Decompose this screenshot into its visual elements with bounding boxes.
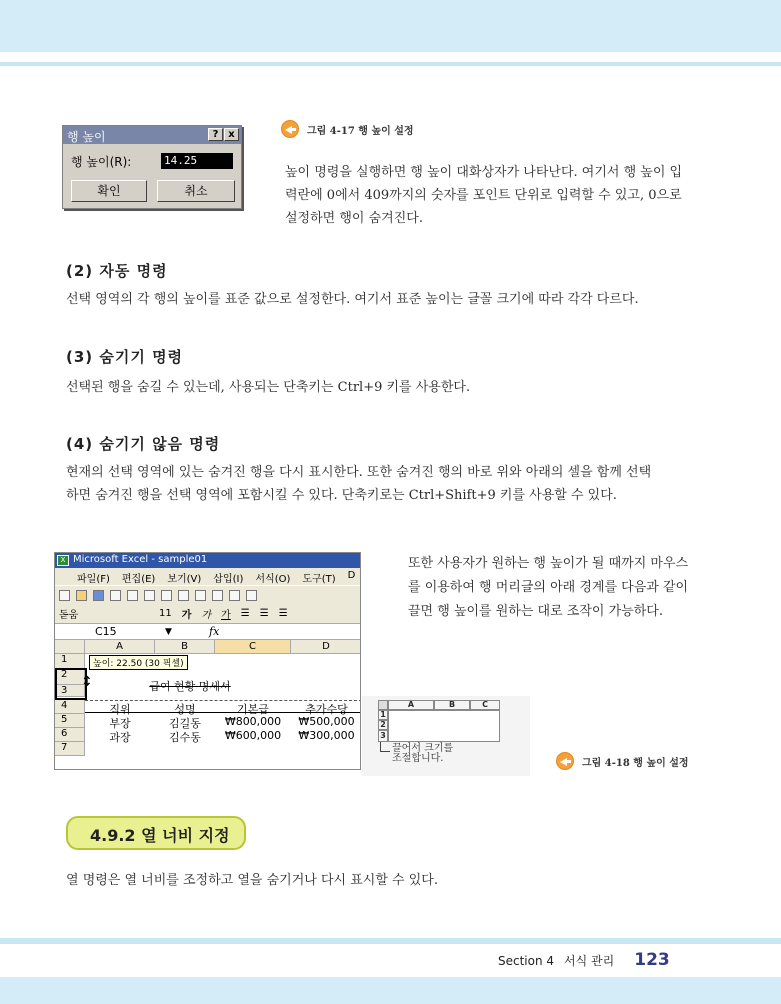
mini-note-line: 끌어서 크기를: [392, 743, 454, 754]
spell-icon[interactable]: [144, 590, 155, 601]
excel-grid: [55, 640, 360, 770]
paragraph-auto: 선택 영역의 각 행의 높이를 표준 값으로 설정한다. 여기서 표준 높이는 글꼴 크기에 따라 각각 다르다.: [66, 292, 639, 307]
cell-c4[interactable]: 기본급: [237, 703, 269, 716]
print-icon[interactable]: [110, 590, 121, 601]
cell-d5[interactable]: ₩500,000: [298, 715, 355, 728]
mini-note-line: 조절합니다.: [392, 753, 444, 764]
preview-icon[interactable]: [127, 590, 138, 601]
font-name-select[interactable]: 돋움: [59, 610, 79, 621]
row-height-label: 행 높이(R):: [71, 155, 132, 169]
excel-titlebar: [55, 553, 360, 568]
align-left-icon[interactable]: ☰: [240, 608, 250, 619]
paragraph-columns: 열 명령은 열 너비를 조정하고 열을 숨기거나 다시 표시할 수 있다.: [66, 873, 438, 888]
open-icon[interactable]: [76, 590, 87, 601]
page-number: 123: [634, 950, 670, 970]
corner-select[interactable]: [55, 640, 85, 654]
paragraph-row-height: [285, 161, 725, 230]
row-height-input[interactable]: 14.25: [161, 153, 233, 169]
format-painter-icon[interactable]: [212, 590, 223, 601]
heading-auto: (2) 자동 명령: [66, 262, 168, 280]
mini-row-3: 3: [378, 730, 388, 742]
underline-icon[interactable]: 가: [221, 610, 231, 621]
bottom-band-lower: [0, 977, 781, 1004]
new-icon[interactable]: [59, 590, 70, 601]
heading-unhide: (4) 숨기기 않음 명령: [66, 435, 221, 453]
footer-title: 서식 관리: [564, 954, 615, 968]
footer-section: Section 4: [498, 954, 555, 968]
cell-b5[interactable]: 김길동: [169, 717, 201, 730]
name-box[interactable]: C15: [95, 625, 117, 638]
align-right-icon[interactable]: ☰: [278, 608, 288, 619]
paragraph-drag: [408, 552, 738, 624]
cell-c6[interactable]: ₩600,000: [224, 729, 282, 742]
save-icon[interactable]: [93, 590, 104, 601]
text-line: 력란에 0에서 409까지의 숫자를 포인트 단위로 입력할 수 있고, 0으로: [285, 188, 682, 203]
section-heading: 4.9.2 열 너비 지정: [90, 826, 230, 845]
paste-icon[interactable]: [195, 590, 206, 601]
excel-format-bar: [55, 604, 360, 623]
undo-icon[interactable]: [229, 590, 240, 601]
resize-cursor-icon: ↕: [81, 674, 93, 690]
column-header-a[interactable]: A: [85, 640, 155, 654]
row-height-tooltip: 높이: 22.50 (30 픽셀): [89, 655, 188, 670]
cell-d4[interactable]: 추가수당: [305, 703, 348, 716]
cell-c5[interactable]: ₩800,000: [224, 715, 282, 728]
cell-a4[interactable]: 직위: [109, 703, 131, 716]
redo-icon[interactable]: [246, 590, 257, 601]
text-line: 하면 숨겨진 행을 선택 영역에 포함시킬 수 있다. 단축키로는 Ctrl+Shift+9 키를 사용할 수 있다.: [66, 488, 617, 503]
mini-note: [392, 744, 453, 764]
row-header-1[interactable]: 1: [55, 654, 85, 669]
paragraph-unhide: [66, 461, 756, 507]
page-footer: [498, 950, 670, 970]
row-header-6[interactable]: 6: [55, 728, 85, 742]
column-header-c[interactable]: C: [215, 640, 291, 654]
menu-file[interactable]: 파일(F): [77, 574, 110, 585]
font-size-select[interactable]: 11: [159, 608, 172, 619]
top-band: [0, 0, 781, 52]
menu-edit[interactable]: 편집(E): [121, 574, 156, 585]
menu-insert[interactable]: 삽입(I): [213, 574, 244, 585]
column-header-d[interactable]: D: [291, 640, 361, 654]
cell-a6[interactable]: 과장: [109, 731, 131, 744]
figure-caption-4-17: [281, 120, 414, 138]
cancel-button[interactable]: 취소: [157, 180, 235, 202]
figure-caption-text: 그림 4-17 행 높이 설정: [307, 125, 414, 137]
text-line: 설정하면 행이 숨겨진다.: [285, 211, 423, 226]
excel-title: Microsoft Excel - sample01: [73, 554, 208, 565]
fx-icon: fx: [209, 625, 220, 638]
paragraph-hide: 선택된 행을 숨길 수 있는데, 사용되는 단축키는 Ctrl+9 키를 사용한다.: [66, 380, 471, 395]
excel-screenshot: [54, 552, 361, 770]
mini-col-a: A: [388, 700, 434, 710]
figure-caption-4-18: [556, 752, 689, 770]
excel-menubar: [55, 568, 360, 585]
align-center-icon[interactable]: ☰: [259, 608, 269, 619]
mini-pointer-line: [380, 742, 390, 752]
cell-d6[interactable]: ₩300,000: [298, 729, 355, 742]
text-line: 또한 사용자가 원하는 행 높이가 될 때까지 마우스: [408, 556, 689, 571]
cell-a5[interactable]: 부장: [109, 717, 131, 730]
excel-toolbar: [55, 585, 360, 604]
arrow-left-icon: [281, 120, 299, 138]
cell-b4[interactable]: 성명: [174, 703, 196, 716]
row-header-3[interactable]: 3: [55, 685, 85, 697]
dialog-title: 행 높이: [67, 130, 106, 144]
top-band-line: [0, 62, 781, 66]
help-button[interactable]: ?: [208, 128, 223, 141]
excel-app-icon: X: [57, 555, 69, 566]
text-line: 현재의 선택 영역에 있는 숨겨진 행을 다시 표시한다. 또한 숨겨진 행의 바로 위와 아래의 셀을 함께 선택: [66, 465, 652, 480]
menu-data[interactable]: D: [347, 570, 356, 581]
menu-tools[interactable]: 도구(T): [302, 574, 336, 585]
bottom-band: [0, 938, 781, 944]
row-header-5[interactable]: 5: [55, 714, 85, 728]
heading-hide: (3) 숨기기 명령: [66, 348, 184, 366]
row-resize-figure: [362, 696, 530, 776]
text-line: 를 이용하여 행 머리글의 아래 경계를 다음과 같이: [408, 580, 689, 595]
arrow-left-icon: [556, 752, 574, 770]
figure-caption-text: 그림 4-18 행 높이 설정: [582, 757, 689, 769]
mini-row-2: 2: [378, 720, 388, 730]
text-line: 끌면 행 높이를 원하는 대로 조작이 가능하다.: [408, 604, 663, 619]
cell-b6[interactable]: 김수동: [169, 731, 201, 744]
row-header-7[interactable]: 7: [55, 742, 85, 756]
cut-icon[interactable]: [161, 590, 172, 601]
italic-icon[interactable]: 가: [201, 610, 212, 621]
mini-row-1: 1: [378, 710, 388, 720]
dropdown-arrow-icon[interactable]: ▼: [165, 626, 172, 637]
mini-cells: [388, 710, 500, 742]
mini-col-c: C: [470, 700, 500, 710]
row-header-2[interactable]: 2: [55, 669, 85, 685]
row-height-dialog: [62, 125, 242, 209]
text-line: 높이 명령을 실행하면 행 높이 대화상자가 나타난다. 여기서 행 높이 입: [285, 165, 683, 180]
mini-col-b: B: [434, 700, 470, 710]
menu-view[interactable]: 보기(V): [167, 574, 202, 585]
close-button[interactable]: x: [224, 128, 239, 141]
ok-button[interactable]: 확인: [71, 180, 147, 202]
copy-icon[interactable]: [178, 590, 189, 601]
column-header-b[interactable]: B: [155, 640, 215, 654]
excel-formula-bar: [55, 623, 360, 640]
row-header-4[interactable]: 4: [55, 700, 85, 714]
bold-icon[interactable]: 가: [181, 610, 192, 621]
mini-corner: [378, 700, 388, 710]
sheet-title-cell[interactable]: 급여 현황 명세서: [149, 680, 231, 693]
menu-format[interactable]: 서식(O): [255, 574, 291, 585]
dialog-titlebar: [63, 126, 241, 144]
